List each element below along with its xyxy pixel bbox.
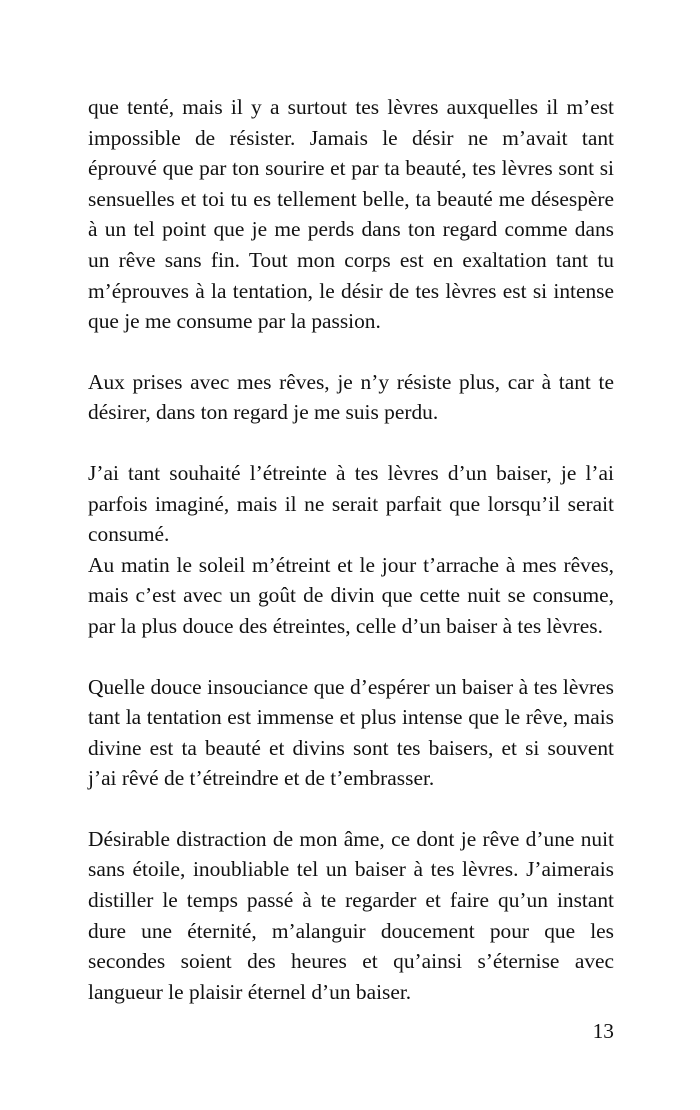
- paragraph-gap: [88, 642, 614, 672]
- page-number: 13: [592, 1019, 614, 1043]
- paragraph-gap: [88, 337, 614, 367]
- paragraph-gap: [88, 428, 614, 458]
- page-body: [88, 92, 614, 1007]
- paragraph-3: J’ai tant souhaité l’étreinte à tes lèvres d’un baiser, je l’ai parfois imaginé, mais il ne serait parfait que lorsqu’il serait consumé.: [88, 460, 614, 547]
- paragraph-5: Quelle douce insouciance que d’espérer un baiser à tes lèvres tant la tentation est immense et plus intense que le rêve, mais divine est ta beauté et divins sont tes baisers, et si souvent j’ai rêvé de t’étreindre et de t’embrasser.: [88, 674, 614, 791]
- paragraph-2: Aux prises avec mes rêves, je n’y résiste plus, car à tant te désirer, dans ton regard je me suis perdu.: [88, 369, 614, 425]
- paragraph-4: Au matin le soleil m’étreint et le jour t’arrache à mes rêves, mais c’est avec un goût de divin que cette nuit se consume, par la plus douce des étreintes, celle d’un baiser à tes lèvres.: [88, 552, 614, 638]
- paragraph-gap: [88, 794, 614, 824]
- paragraph-1: que tenté, mais il y a surtout tes lèvres auxquelles il m’est impossible de résister. Jamais le désir ne m’avait tant éprouvé que par ton sourire et par ta beauté, tes lèvres sont si sensuelles et toi tu es tellement belle, ta beauté me désespère à un tel point que je me perds dans ton regard comme dans un rêve sans fin. Tout mon corps est en exaltation tant tu m’éprouves à la tentation, le désir de tes lèvres est si intense que je me consume par la passion.: [88, 95, 614, 334]
- paragraph-6: Désirable distraction de mon âme, ce dont je rêve d’une nuit sans étoile, inoubliable tel un baiser à tes lèvres. J’aimerais distiller le temps passé à te regarder et faire qu’un instant dure une éternité, m’alanguir doucement pour que les secondes soient des heures et qu’ainsi s’éternise avec langueur le plaisir éternel d’un baiser.: [88, 826, 614, 1004]
